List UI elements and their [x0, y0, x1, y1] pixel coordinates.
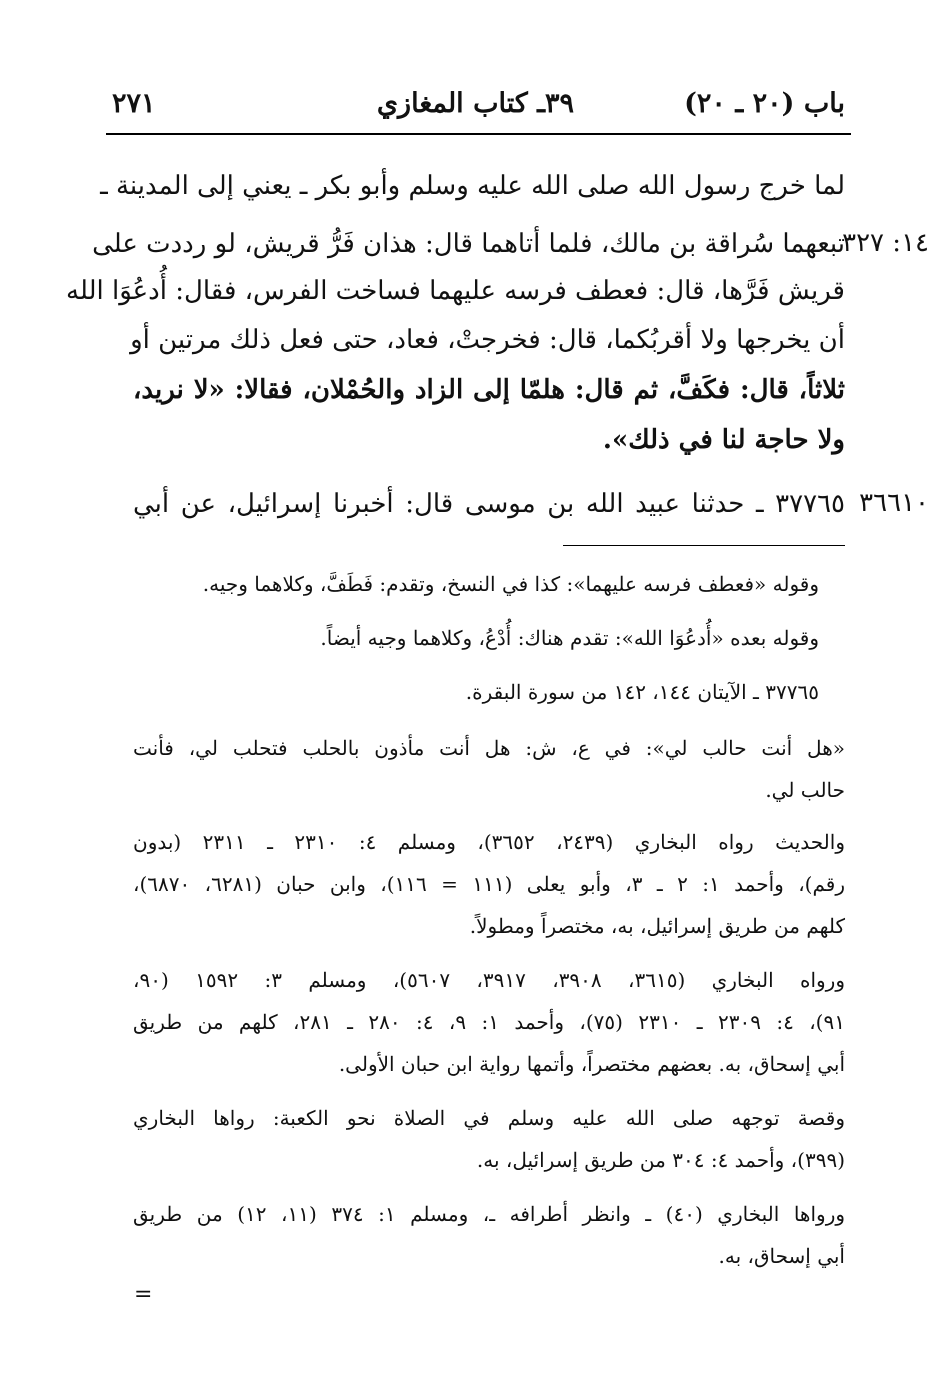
book-title: ٣٩ـ كتاب المغازي: [376, 88, 575, 119]
footnote-line: كلهم من طريق إسرائيل، به، مختصراً ومطولاً.: [469, 914, 845, 938]
margin-reference: ١٤: ٣٢٧: [842, 228, 929, 258]
footnote-line: ٣٧٧٦٥ ـ الآيتان ١٤٤، ١٤٢ من سورة البقرة.: [465, 680, 819, 704]
main-text-line: قريش فَرَّها، قال: فعطف فرسه عليهما فساخت الفرس، فقال: أُدعُوَا الله: [66, 276, 845, 306]
footnote-line: رقم)، وأحمد ١: ٢ ـ ٣، وأبو يعلى (١١١ = ١١٦)، وابن حبان (٦٢٨١، ٦٨٧٠)،: [133, 872, 846, 896]
footnote-line: حالب لي.: [765, 778, 845, 802]
hadith-opening-line: ٣٧٧٦٥ ـ حدثنا عبيد الله بن موسى قال: أخبرنا إسرائيل، عن أبي: [133, 489, 845, 519]
footnote-line: وقوله «فعطف فرسه عليهما»: كذا في النسخ، وتقدم: فَطَفَّ، وكلاهما وجيه.: [202, 572, 819, 596]
footnote-line: أبي إسحاق، به. بعضهم مختصراً، وأتمها رواية ابن حبان الأولى.: [338, 1052, 845, 1076]
footnote-separator: [563, 545, 845, 546]
footnote-line: وقصة توجهه صلى الله عليه وسلم في الصلاة نحو الكعبة: رواها البخاري: [133, 1106, 845, 1130]
footnote-line: ٩١)، ٤: ٢٣٠٩ ـ ٢٣١٠ (٧٥)، وأحمد ١: ٩، ٤: ٢٨٠ ـ ٢٨١، كلهم من طريق: [133, 1010, 845, 1034]
main-text-line: ولا حاجة لنا في ذلك».: [602, 425, 845, 455]
footnote-line: ورواها البخاري (٤٠) ـ وانظر أطرافه ـ، ومسلم ١: ٣٧٤ (١١، ١٢) من طريق: [133, 1202, 846, 1226]
chapter-heading: باب (٢٠ ـ ٢٠): [684, 88, 845, 119]
footnote-line: وقوله بعده «أُدعُوَا الله»: تقدم هناك: أُدْعُ، وكلاهما وجيه أيضاً.: [320, 626, 819, 650]
header-rule: [106, 133, 851, 135]
main-text-line: تبعهما سُراقة بن مالك، فلما أتاهما قال: هذان فَرُّ قريش، لو رددت على: [92, 229, 845, 259]
footnote-line: (٣٩٩)، وأحمد ٤: ٣٠٤ من طريق إسرائيل، به.: [476, 1148, 845, 1172]
footnote-line: أبي إسحاق، به.: [718, 1244, 845, 1268]
main-text-line: لما خرج رسول الله صلى الله عليه وسلم وأبو بكر ـ يعني إلى المدينة ـ: [100, 171, 845, 201]
main-text-line: أن يخرجها ولا أقربُكما، قال: فخرجتْ، فعاد، حتى فعل ذلك مرتين أو: [130, 325, 845, 355]
footnote-line: والحديث رواه البخاري (٢٤٣٩، ٣٦٥٢)، ومسلم ٤: ٢٣١٠ ـ ٢٣١١ (بدون: [133, 830, 845, 854]
main-text-line: ثلاثاً، قال: فكَفَّ، ثم قال: هلمّا إلى الزاد والحُمْلان، فقالا: «لا نريد،: [133, 375, 845, 405]
continuation-mark: =: [134, 1282, 153, 1307]
page-number: ٢٧١: [112, 88, 156, 119]
hadith-margin-number: ٣٦٦١٠: [859, 488, 929, 518]
footnote-line: ورواه البخاري (٣٦١٥، ٣٩٠٨، ٣٩١٧، ٥٦٠٧)، ومسلم ٣: ١٥٩٢ (٩٠،: [133, 968, 845, 992]
footnote-line: «هل أنت حالب لي»: في ع، ش: هل أنت مأذون بالحلب فتحلب لي، فأنت: [133, 736, 845, 760]
